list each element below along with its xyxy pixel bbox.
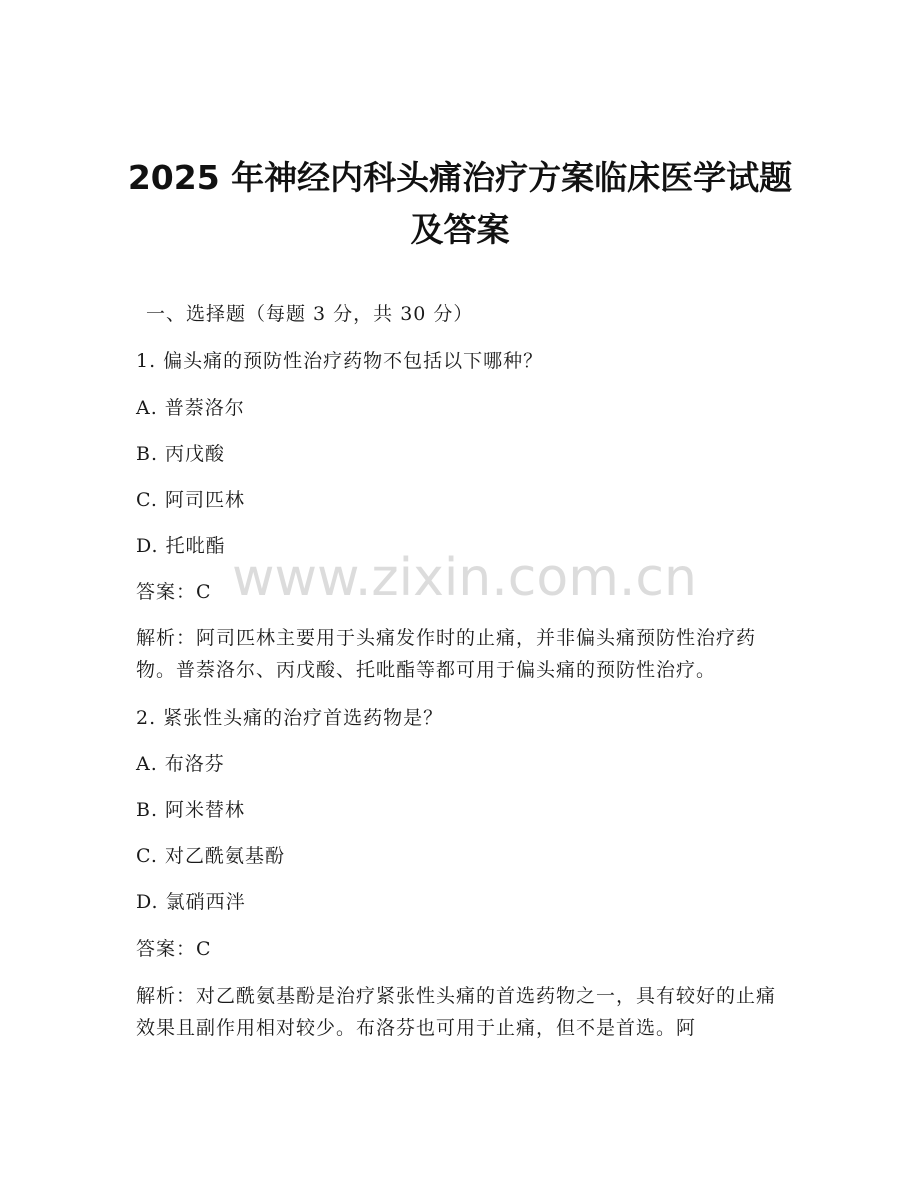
document-title	[0, 152, 920, 256]
question-2-stem: 2. 紧张性头痛的治疗首选药物是？	[136, 707, 444, 729]
question-1-option-c: C. 阿司匹林	[136, 489, 245, 511]
question-2-explanation: 解析：对乙酰氨基酚是治疗紧张性头痛的首选药物之一，具有较好的止痛效果且副作用相对较少。布洛芬也可用于止痛，但不是首选。阿	[136, 985, 777, 1039]
question-1-option-d: D. 托吡酯	[136, 535, 226, 557]
question-1-option-a: A. 普萘洛尔	[136, 397, 245, 419]
question-2-option-a: A. 布洛芬	[136, 753, 225, 775]
section-heading: 一、选择题（每题 3 分，共 30 分）	[146, 303, 474, 325]
question-1-answer: 答案：C	[136, 581, 212, 603]
question-2-option-d: D. 氯硝西泮	[136, 891, 246, 913]
question-2-answer: 答案：C	[136, 938, 212, 960]
question-2-option-b: B. 阿米替林	[136, 799, 246, 821]
title-line-1: 2025 年神经内科头痛治疗方案临床医学试题	[127, 158, 793, 197]
title-line-2: 及答案	[410, 210, 510, 249]
watermark: www.zixin.com.cn	[232, 548, 697, 608]
question-1-stem: 1. 偏头痛的预防性治疗药物不包括以下哪种？	[136, 350, 544, 372]
question-1-explanation: 解析：阿司匹林主要用于头痛发作时的止痛，并非偏头痛预防性治疗药物。普萘洛尔、丙戊酸、托吡酯等都可用于偏头痛的预防性治疗。	[136, 627, 757, 681]
question-1-option-b: B. 丙戊酸	[136, 443, 226, 465]
question-2-option-c: C. 对乙酰氨基酚	[136, 845, 285, 867]
